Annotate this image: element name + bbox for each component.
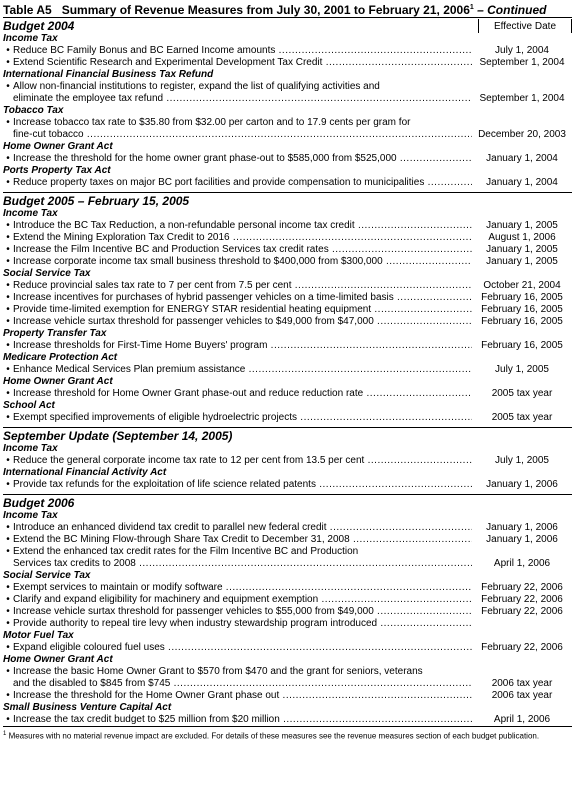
measure-item	[3, 455, 572, 467]
measure-text	[13, 316, 572, 328]
title-note-marker: 1	[469, 4, 474, 11]
measure-line	[13, 292, 572, 304]
section-heading: Home Owner Grant Act	[3, 654, 113, 665]
effective-date: January 1, 2006	[486, 522, 558, 533]
bullet-icon: •	[6, 304, 10, 315]
measure-description: Increase corporate income tax small business threshold to $400,000 from $300,000 .....	[13, 256, 472, 268]
section-heading: Income Tax	[3, 510, 58, 521]
measure-description: Provide time-limited exemption for ENERGY STAR residential heating equipment .....	[13, 304, 472, 316]
section-heading: Social Service Tax	[3, 268, 91, 279]
measure-line	[13, 316, 572, 328]
measure-text	[13, 304, 572, 316]
measure-text	[13, 582, 572, 594]
measure-item	[3, 412, 572, 424]
measure-line	[13, 177, 572, 189]
measure-line	[13, 388, 572, 400]
measure-text	[13, 57, 572, 69]
measure-item	[3, 232, 572, 244]
table-title	[3, 0, 572, 17]
budget-block	[3, 17, 572, 189]
bullet-icon: •	[6, 690, 10, 701]
measure-line	[13, 678, 572, 690]
block-header-row	[3, 193, 572, 208]
section-heading: Social Service Tax	[3, 570, 91, 581]
measure-description: fine-cut tobacco .....	[13, 129, 472, 141]
table-title-text: Summary of Revenue Measures from July 30, 2001 to February 21, 2006	[61, 3, 470, 17]
bullet-icon: •	[6, 340, 10, 351]
bullet-icon: •	[6, 244, 10, 255]
measure-text	[13, 412, 572, 424]
measure-line	[13, 220, 572, 232]
block-heading: Budget 2006	[3, 496, 75, 510]
measure-description: and the disabled to $845 from $745 .....	[13, 678, 472, 690]
measure-item	[3, 177, 572, 189]
bullet-icon: •	[6, 618, 10, 629]
bullet-icon: •	[6, 280, 10, 291]
measure-text	[13, 153, 572, 165]
effective-date: January 1, 2005	[486, 256, 558, 267]
measure-description: Allow non-financial institutions to register, expand the list of qualifying activities and	[13, 81, 380, 92]
measure-text	[13, 292, 572, 304]
measure-text	[13, 642, 572, 654]
measure-text	[13, 606, 572, 618]
effective-date: July 1, 2005	[495, 455, 549, 466]
measure-line	[13, 455, 572, 467]
section-heading: Income Tax	[3, 443, 58, 454]
bullet-icon: •	[6, 522, 10, 533]
measure-description: Increase the tax credit budget to $25 million from $20 million .....	[13, 714, 472, 726]
measure-line	[13, 666, 572, 678]
measure-item	[3, 244, 572, 256]
section-heading: Tobacco Tax	[3, 105, 64, 116]
effective-date: January 1, 2006	[486, 479, 558, 490]
section-heading: Medicare Protection Act	[3, 352, 118, 363]
measure-item	[3, 666, 572, 690]
bullet-icon: •	[6, 388, 10, 399]
measure-line	[13, 129, 572, 141]
measure-description: Exempt services to maintain or modify software .....	[13, 582, 472, 594]
effective-date: January 1, 2005	[486, 244, 558, 255]
measure-text	[13, 618, 572, 630]
measure-description: Increase thresholds for First-Time Home Buyers' program .....	[13, 340, 472, 352]
measure-item	[3, 304, 572, 316]
measure-description: Extend the enhanced tax credit rates for the Film Incentive BC and Production	[13, 546, 359, 557]
measure-item	[3, 117, 572, 141]
measure-item	[3, 606, 572, 618]
section-heading: Income Tax	[3, 208, 58, 219]
bullet-icon: •	[6, 479, 10, 490]
measure-line	[13, 582, 572, 594]
measure-description: Enhance Medical Services Plan premium assistance .....	[13, 364, 472, 376]
measure-description: Provide tax refunds for the exploitation of life science related patents .....	[13, 479, 472, 491]
measure-item	[3, 256, 572, 268]
effective-date: April 1, 2006	[493, 558, 551, 569]
effective-date: 2006 tax year	[491, 678, 553, 689]
measure-description: Reduce the general corporate income tax rate to 12 per cent from 13.5 per cent .....	[13, 455, 472, 467]
measure-line	[13, 45, 572, 57]
effective-date: February 16, 2005	[481, 304, 563, 315]
bullet-icon: •	[6, 642, 10, 653]
effective-date: February 22, 2006	[481, 642, 563, 653]
measure-line	[13, 618, 572, 630]
measure-line	[13, 522, 572, 534]
measure-text	[13, 232, 572, 244]
measure-line	[13, 534, 572, 546]
measure-description: Clarify and expand eligibility for machinery and equipment exemption .....	[13, 594, 472, 606]
measure-description: Increase threshold for Home Owner Grant phase-out and reduce reduction rate .....	[13, 388, 472, 400]
bullet-icon: •	[6, 232, 10, 243]
measure-line	[13, 642, 572, 654]
measure-description: Exempt specified improvements of eligible hydroelectric projects .....	[13, 412, 472, 424]
measure-description: Increase the Film Incentive BC and Production Services tax credit rates .....	[13, 244, 472, 256]
effective-date: 2005 tax year	[491, 388, 553, 399]
measure-item	[3, 292, 572, 304]
measure-text	[13, 81, 572, 105]
measure-item	[3, 546, 572, 570]
measure-text	[13, 522, 572, 534]
section-heading: Home Owner Grant Act	[3, 376, 113, 387]
measure-item	[3, 388, 572, 400]
measure-line	[13, 57, 572, 69]
measure-text	[13, 45, 572, 57]
bullet-icon: •	[6, 582, 10, 593]
measure-item	[3, 153, 572, 165]
measure-description: eliminate the employee tax refund .....	[13, 93, 472, 105]
continued-label: – Continued	[473, 3, 547, 17]
bullet-icon: •	[6, 546, 10, 557]
measure-text	[13, 280, 572, 292]
measure-description: Extend Scientific Research and Experimental Development Tax Credit .....	[13, 57, 472, 69]
measure-item	[3, 642, 572, 654]
bullet-icon: •	[6, 412, 10, 423]
measure-line	[13, 244, 572, 256]
effective-date: December 20, 2003	[478, 129, 566, 140]
measure-line	[13, 714, 572, 726]
effective-date: February 16, 2005	[481, 340, 563, 351]
measure-item	[3, 57, 572, 69]
section-heading: Small Business Venture Capital Act	[3, 702, 172, 713]
measure-description: Introduce the BC Tax Reduction, a non-refundable personal income tax credit .....	[13, 220, 472, 232]
measures-table	[3, 17, 572, 727]
effective-date: April 1, 2006	[493, 714, 551, 725]
measure-line	[13, 304, 572, 316]
effective-date: August 1, 2006	[488, 232, 556, 243]
bullet-icon: •	[6, 316, 10, 327]
bullet-icon: •	[6, 57, 10, 68]
measure-text	[13, 546, 572, 570]
bullet-icon: •	[6, 117, 10, 128]
bullet-icon: •	[6, 81, 10, 92]
measure-line	[13, 93, 572, 105]
measure-line	[13, 256, 572, 268]
section-heading: Motor Fuel Tax	[3, 630, 74, 641]
bullet-icon: •	[6, 594, 10, 605]
measure-description: Reduce property taxes on major BC port facilities and provide compensation to municipalities .....	[13, 177, 472, 189]
measure-line	[13, 117, 572, 129]
measure-description: Introduce an enhanced dividend tax credit to parallel new federal credit .....	[13, 522, 472, 534]
measure-line	[13, 280, 572, 292]
measure-line	[13, 81, 572, 93]
measure-text	[13, 256, 572, 268]
measure-text	[13, 714, 572, 726]
measure-line	[13, 412, 572, 424]
measure-item	[3, 280, 572, 292]
block-header-row	[3, 428, 572, 443]
measure-description: Increase the threshold for the home owner grant phase-out to $585,000 from $525,000 .....	[13, 153, 472, 165]
measure-line	[13, 479, 572, 491]
effective-date: January 1, 2004	[486, 153, 558, 164]
footnote-text: Measures with no material revenue impact are excluded. For details of these measures see the revenue measures section of each budget publication.	[6, 731, 540, 741]
effective-date: January 1, 2005	[486, 220, 558, 231]
bullet-icon: •	[6, 256, 10, 267]
measure-description: Increase the threshold for the Home Owner Grant phase out .....	[13, 690, 472, 702]
measure-description: Increase tobacco tax rate to $35.80 from $32.00 per carton and to 17.9 cents per gram for	[13, 117, 411, 128]
measure-text	[13, 594, 572, 606]
measure-text	[13, 244, 572, 256]
measure-description: Increase incentives for purchases of hybrid passenger vehicles on a time-limited basis .....	[13, 292, 472, 304]
measure-item	[3, 220, 572, 232]
measure-description: Expand eligible coloured fuel uses .....	[13, 642, 472, 654]
effective-date: 2005 tax year	[491, 412, 553, 423]
block-header-row	[3, 495, 572, 510]
measure-item	[3, 534, 572, 546]
measure-description: Extend the Mining Exploration Tax Credit to 2016 .....	[13, 232, 472, 244]
measure-item	[3, 690, 572, 702]
measure-line	[13, 594, 572, 606]
measure-line	[13, 690, 572, 702]
measure-description: Increase the basic Home Owner Grant to $570 from $470 and the grant for seniors, veterans	[13, 666, 423, 677]
measure-line	[13, 340, 572, 352]
block-heading: Budget 2004	[3, 19, 75, 33]
block-header-row	[3, 18, 572, 33]
bullet-icon: •	[6, 666, 10, 677]
measure-text	[13, 690, 572, 702]
section-heading: School Act	[3, 400, 55, 411]
measure-text	[13, 117, 572, 141]
bullet-icon: •	[6, 45, 10, 56]
measure-item	[3, 522, 572, 534]
measure-line	[13, 232, 572, 244]
budget-block	[3, 494, 572, 727]
measure-description: Reduce BC Family Bonus and BC Earned Income amounts .....	[13, 45, 472, 57]
effective-date: July 1, 2005	[495, 364, 549, 375]
measure-line	[13, 558, 572, 570]
effective-date: February 22, 2006	[481, 594, 563, 605]
measure-item	[3, 364, 572, 376]
footnote-marker: 1	[3, 731, 7, 737]
section-heading: Income Tax	[3, 33, 58, 44]
measure-item	[3, 714, 572, 726]
measure-line	[13, 153, 572, 165]
effective-date: September 1, 2004	[479, 57, 565, 68]
effective-date: February 22, 2006	[481, 582, 563, 593]
section-heading: International Financial Business Tax Refund	[3, 69, 214, 80]
measure-item	[3, 316, 572, 328]
measure-item	[3, 618, 572, 630]
measure-item	[3, 582, 572, 594]
measure-line	[13, 364, 572, 376]
measure-line	[13, 546, 572, 558]
effective-date: January 1, 2006	[486, 534, 558, 545]
effective-date: October 21, 2004	[483, 280, 561, 291]
section-heading: Ports Property Tax Act	[3, 165, 111, 176]
effective-date-header: Effective Date	[478, 19, 572, 33]
bullet-icon: •	[6, 364, 10, 375]
effective-date: February 22, 2006	[481, 606, 563, 617]
bullet-icon: •	[6, 220, 10, 231]
bullet-icon: •	[6, 292, 10, 303]
bullet-icon: •	[6, 714, 10, 725]
effective-date: September 1, 2004	[479, 93, 565, 104]
measure-text	[13, 388, 572, 400]
measure-text	[13, 220, 572, 232]
measure-description: Provide authority to repeal tire levy when industry stewardship program introduced .....	[13, 618, 472, 630]
measure-description: Extend the BC Mining Flow-through Share Tax Credit to December 31, 2008 .....	[13, 534, 472, 546]
bullet-icon: •	[6, 606, 10, 617]
measure-text	[13, 340, 572, 352]
footnote	[3, 727, 572, 742]
section-heading: International Financial Activity Act	[3, 467, 167, 478]
measure-text	[13, 666, 572, 690]
section-heading: Property Transfer Tax	[3, 328, 107, 339]
effective-date: February 16, 2005	[481, 316, 563, 327]
block-heading: September Update (September 14, 2005)	[3, 429, 233, 443]
block-heading: Budget 2005 – February 15, 2005	[3, 194, 190, 208]
measure-item	[3, 81, 572, 105]
measure-item	[3, 45, 572, 57]
measure-item	[3, 479, 572, 491]
measure-line	[13, 606, 572, 618]
budget-block	[3, 427, 572, 491]
section-heading: Home Owner Grant Act	[3, 141, 113, 152]
measure-item	[3, 594, 572, 606]
table-label: Table A5	[3, 3, 52, 17]
measure-text	[13, 534, 572, 546]
budget-block	[3, 192, 572, 424]
bullet-icon: •	[6, 534, 10, 545]
measure-description: Services tax credits to 2008 .....	[13, 558, 472, 570]
measure-text	[13, 455, 572, 467]
effective-date: February 16, 2005	[481, 292, 563, 303]
measure-item	[3, 340, 572, 352]
effective-date: January 1, 2004	[486, 177, 558, 188]
measure-text	[13, 479, 572, 491]
bullet-icon: •	[6, 455, 10, 466]
bullet-icon: •	[6, 153, 10, 164]
measure-description: Increase vehicle surtax threshold for passenger vehicles to $49,000 from $47,000 .....	[13, 316, 472, 328]
measure-description: Reduce provincial sales tax rate to 7 per cent from 7.5 per cent .....	[13, 280, 472, 292]
measure-description: Increase vehicle surtax threshold for passenger vehicles to $55,000 from $49,000 .....	[13, 606, 472, 618]
effective-date: 2006 tax year	[491, 690, 553, 701]
measure-text	[13, 177, 572, 189]
measure-text	[13, 364, 572, 376]
effective-date: July 1, 2004	[495, 45, 549, 56]
bullet-icon: •	[6, 177, 10, 188]
